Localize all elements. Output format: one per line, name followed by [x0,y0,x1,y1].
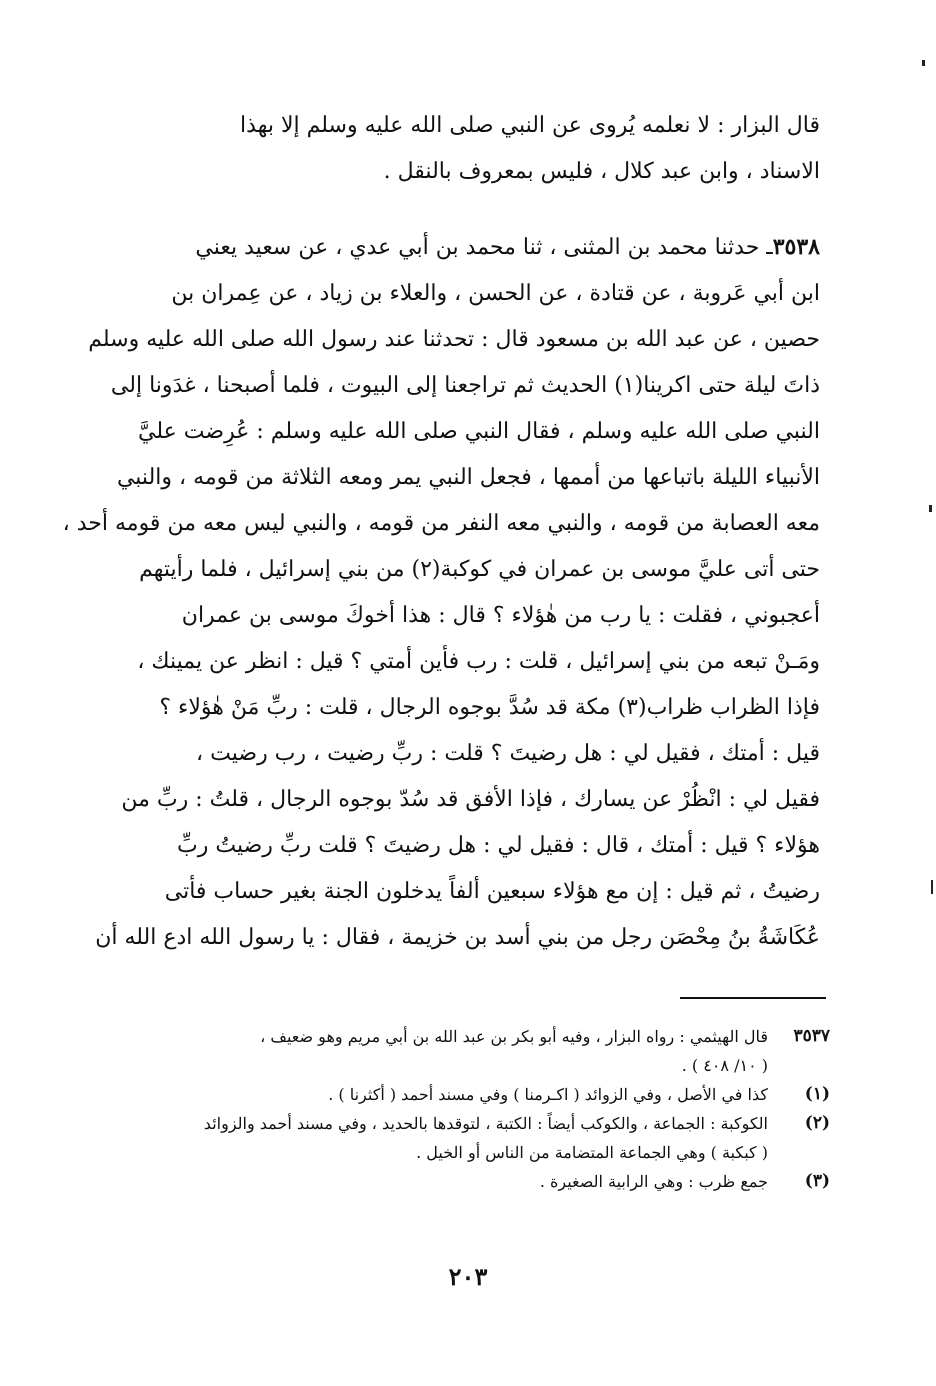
text-line: أعجبوني ، فقلت : يا رب من هٰؤلاء ؟ قال : هذا أخوكَ موسى بن عمران [181,603,820,628]
footnote-line: الكوكبة : الجماعة ، والكوكب أيضاً : الكتبة ، لتوقدها بالحديد ، وفي مسند أحمد والزوائد [203,1114,768,1133]
scan-speck [922,60,925,66]
footnote-1 [160,1080,830,1109]
text-line: قال البزار : لا نعلمه يُروى عن النبي صلى الله عليه وسلم إلا بهذا [240,113,820,138]
footnote-body [160,1167,768,1196]
text-line: فقيل لي : انْظُرْ عن يسارك ، فإذا الأفق قد سُدّ بوجوه الرجال ، قلتُ : ربِّ من [121,787,820,812]
footnote-line: كذا في الأصل ، وفي الزوائد ( اكـرمنا ) وفي مسند أحمد ( أكثرنا ) . [328,1085,768,1104]
text-line: قيل : أمتك ، فقيل لي : هل رضيتَ ؟ قلت : ربِّ رضيت ، رب رضيت ، [196,741,820,766]
closing-commentary-paragraph [170,103,820,195]
text-line: حصين ، عن عبد الله بن مسعود قال : تحدثنا عند رسول الله صلى الله عليه وسلم [88,327,820,352]
hadith-first-line [170,224,820,271]
scan-speck [929,505,932,512]
text-line: معه العصابة من قومه ، والنبي معه النفر من قومه ، والنبي ليس معه من قومه أحد ، [62,511,820,536]
text-line: عُكَاشَةُ بنُ مِحْصَن رجل من بني أسد بن خزيمة ، فقال : يا رسول الله ادع الله أن [95,925,820,950]
text-line: حتى أتى عليَّ موسى بن عمران في كوكبة(٢) من بني إسرائيل ، فلما رأيتهم [139,557,820,582]
text-line: ـ حدثنا محمد بن المثنى ، ثنا محمد بن أبي عدي ، عن سعيد يعني [195,235,773,260]
text-line: رضيتُ ، ثم قيل : إن مع هؤلاء سبعين ألفاً يدخلون الجنة بغير حساب فأتى [164,879,820,904]
text-line: فإذا الظراب ظراب(٣) مكة قد سُدَّ بوجوه الرجال ، قلت : ربِّ مَنْ هٰؤلاء ؟ [159,695,820,720]
footnote-line: ( ١٠/ ٤٠٨ ) . [681,1056,768,1075]
footnote-3 [160,1167,830,1196]
text-line: ابن أبي عَروبة ، عن قتادة ، عن الحسن ، والعلاء بن زياد ، عن عِمران بن [171,281,820,306]
text-line: هؤلاء ؟ قيل : أمتك ، قال : فقيل لي : هل رضيتَ ؟ قلت ربِّ رضيتُ ربِّ [177,833,820,858]
footnote-line: ( كبكبة ) وهي الجماعة المتضامة من الناس أو الخيل . [416,1143,768,1162]
footnotes-section [160,1022,830,1196]
footnote-number: ٣٥٣٧ [793,1026,830,1046]
footnote-number: (٣) [804,1171,830,1191]
footnote-3537 [160,1022,830,1080]
scan-speck [931,880,933,894]
footnote-separator-rule [680,997,826,999]
text-line: الأنبياء الليلة باتباعها من أممها ، فجعل النبي يمر ومعه الثلاثة من قومه ، والنبي [116,465,820,490]
text-line: ذاتَ ليلة حتى اكرينا(١) الحديث ثم تراجعنا إلى البيوت ، فلما أصبحنا ، غدَونا إلى [110,373,820,398]
hadith-number: ٣٥٣٨ [772,234,820,260]
text-line: ومَـنْ تبعه من بني إسرائيل ، قلت : رب فأين أمتي ؟ قيل : انظر عن يمينك ، [137,649,820,674]
footnote-number: (١) [804,1084,830,1104]
text-line: الاسناد ، وابن عبد كلال ، فليس بمعروف بالنقل . [383,159,820,184]
hadith-paragraph [62,224,820,961]
text-line: النبي صلى الله عليه وسلم ، فقال النبي صلى الله عليه وسلم : عُرِضت عليَّ [138,419,820,444]
footnote-line: قال الهيثمي : رواه البزار ، وفيه أبو بكر بن عبد الله بن أبي مريم وهو ضعيف ، [260,1027,768,1046]
page-number: ٢٠٣ [448,1262,488,1291]
footnote-line: جمع ظرب : وهي الرابية الصغيرة . [539,1172,768,1191]
footnote-number: (٢) [804,1113,830,1133]
footnote-body [160,1109,768,1167]
footnote-body [160,1022,768,1080]
footnote-body [160,1080,768,1109]
footnote-2 [160,1109,830,1167]
